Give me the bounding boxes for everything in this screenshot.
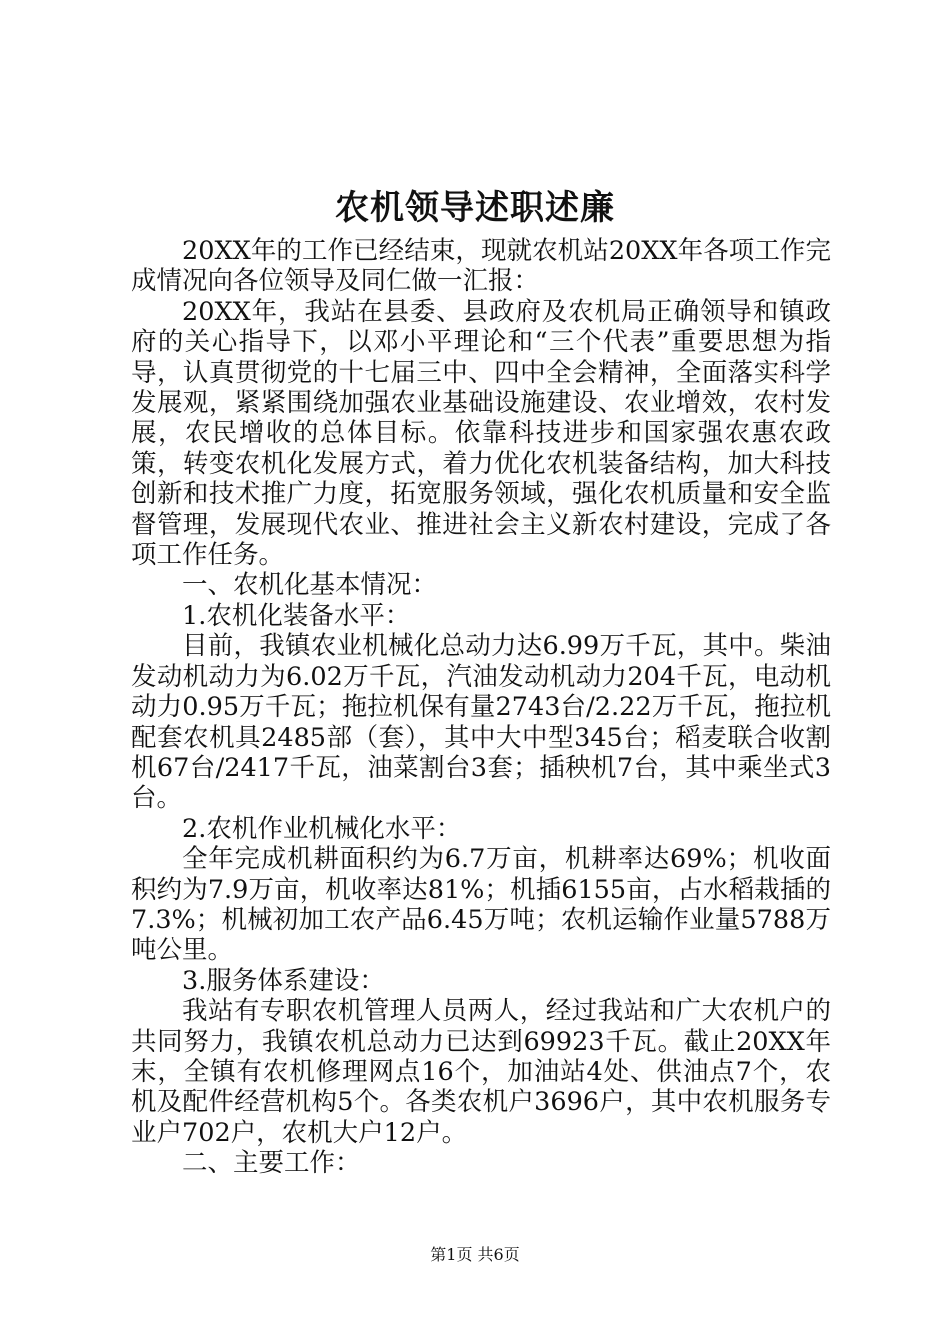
paragraph-overview: 20XX年，我站在县委、县政府及农机局正确领导和镇政府的关心指导下，以邓小平理论和“三个代表”重要思想为指导，认真贯彻党的十七届三中、四中全会精神，全面落实科学发展观，紧紧围绕加强农业基础设施建设、农业增效，农村发展，农民增收的总体目标。依靠科技进步和国家强农惠农政策，转变农机化发展方式，着力优化农机装备结构，加大科技创新和技术推广力度，拓宽服务领域，强化农机质量和安全监督管理，发展现代农业、推进社会主义新农村建设，完成了各项工作任务。 [131, 296, 831, 571]
subheading-equipment-level: 1.农机化装备水平： [182, 600, 411, 631]
document-title: 农机领导述职述廉 [335, 188, 615, 228]
page-indicator: 第1页 共6页 [430, 1245, 520, 1264]
section-heading-basic-situation: 一、农机化基本情况： [182, 570, 438, 601]
paragraph-operation-level: 全年完成机耕面积约为6.7万亩，机耕率达69%；机收面积约为7.9万亩，机收率达81%；机插6155亩，占水稻栽插的7.3%；机械初加工农产品6.45万吨；农机运输作业量5788万吨公里。 [131, 844, 831, 966]
subheading-operation-level: 2.农机作业机械化水平： [182, 813, 462, 844]
subheading-service-system: 3.服务体系建设： [182, 965, 385, 996]
paragraph-intro: 20XX年的工作已经结束，现就农机站20XX年各项工作完成情况向各位领导及同仁做一汇报： [131, 236, 831, 297]
paragraph-service-system: 我站有专职农机管理人员两人，经过我站和广大农机户的共同努力，我镇农机总动力已达到69923千瓦。截止20XX年末，全镇有农机修理网点16个，加油站4处、供油点7个，农机及配件经营机构5个。各类农机户3696户，其中农机服务专业户702户，农机大户12户。 [131, 996, 831, 1148]
paragraph-equipment-level: 目前，我镇农业机械化总动力达6.99万千瓦，其中。柴油发动机动力为6.02万千瓦，汽油发动机动力204千瓦，电动机动力0.95万千瓦；拖拉机保有量2743台/2.22万千瓦，拖拉机配套农机具2485部（套），其中大中型345台；稻麦联合收割机67台/2417千瓦，油菜割台3套；插秧机7台，其中乘坐式3台。 [131, 631, 831, 814]
section-heading-main-work: 二、主要工作： [182, 1148, 361, 1179]
document-body [131, 236, 831, 1179]
page-footer [0, 1244, 950, 1266]
